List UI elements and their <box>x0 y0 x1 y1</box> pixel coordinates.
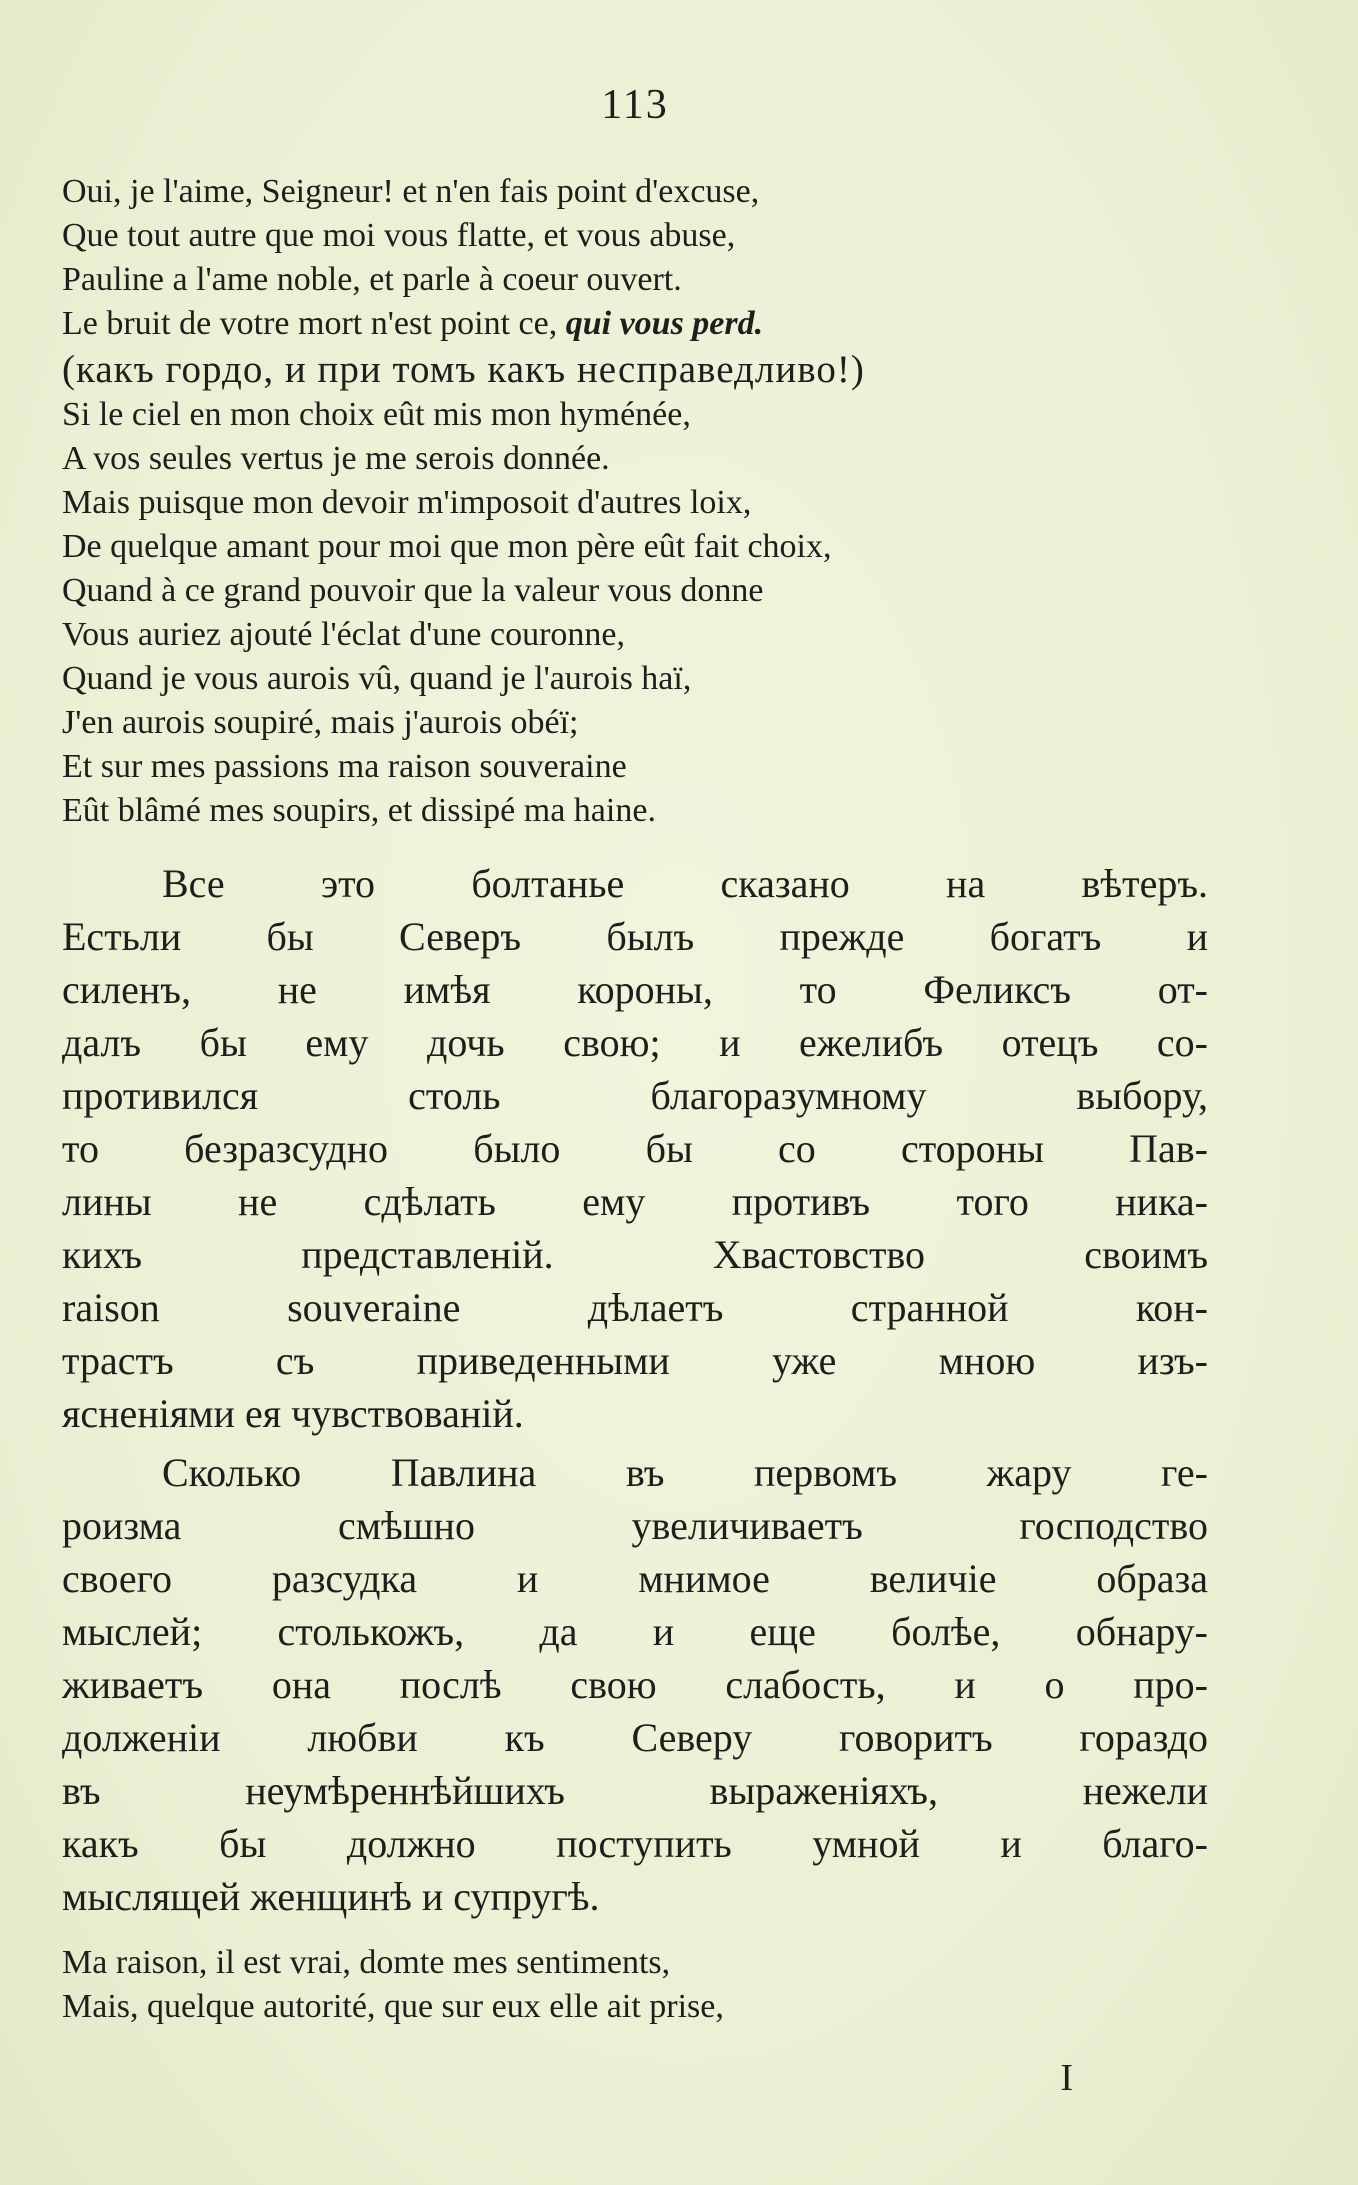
text-line: лины не сдѣлать ему противъ того ника- <box>62 1179 1208 1224</box>
verse-line: Ma raison, il est vrai, domte mes sentiments, <box>62 1944 671 1981</box>
text-line: далъ бы ему дочь свою; и ежелибъ отецъ со- <box>62 1020 1208 1065</box>
text-line: кихъ представленій. Хвастовство своимъ <box>62 1232 1208 1277</box>
verse-line-text: Le bruit de votre mort n'est point ce, <box>62 305 558 342</box>
paragraph-2 <box>62 1446 1208 1923</box>
verse-line: Mais puisque mon devoir m'imposoit d'autres loix, <box>62 484 752 521</box>
text-line: какъ бы должно поступить умной и благо- <box>62 1821 1208 1866</box>
text-line: своего разсудка и мнимое величіе образа <box>62 1556 1208 1601</box>
text-line: мыслей; столькожъ, да и еще болѣе, обнару- <box>62 1609 1208 1654</box>
verse-line: Et sur mes passions ma raison souveraine <box>62 748 627 785</box>
verse-line: De quelque amant pour moi que mon père eût fait choix, <box>62 528 832 565</box>
verse-line: A vos seules vertus je me serois donnée. <box>62 440 610 477</box>
text-line: живаетъ она послѣ свою слабость, и о про- <box>62 1662 1208 1707</box>
catchword: I <box>1060 2057 1073 2099</box>
text-line: Сколько Павлина въ первомъ жару ге- <box>162 1450 1208 1495</box>
text-line: силенъ, не имѣя короны, то Феликсъ от- <box>62 967 1208 1012</box>
verse-line: Que tout autre que moi vous flatte, et vous abuse, <box>62 217 736 254</box>
text-line: трастъ съ приведенными уже мною изъ- <box>62 1338 1208 1383</box>
verse-line: Mais, quelque autorité, que sur eux elle ait prise, <box>62 1988 724 2025</box>
french-verse-quote-2 <box>62 1941 1208 2029</box>
text-line: въ неумѣреннѣйшихъ выраженіяхъ, нежели <box>62 1768 1208 1813</box>
verse-line: Oui, je l'aime, Seigneur! et n'en fais point d'excuse, <box>62 173 760 210</box>
french-verse-quote <box>62 170 1208 833</box>
verse-line: Si le ciel en mon choix eût mis mon hyménée, <box>62 396 691 433</box>
paragraph-1 <box>62 857 1208 1440</box>
page-number: 113 <box>601 82 669 128</box>
verse-line: Pauline a l'ame noble, et parle à coeur ouvert. <box>62 261 682 298</box>
verse-emphasis: qui vous perd. <box>565 305 764 342</box>
verse-line: Quand à ce grand pouvoir que la valeur vous donne <box>62 572 764 609</box>
text-line: ясненіями ея чувствованій. <box>62 1391 524 1436</box>
verse-line: J'en aurois soupiré, mais j'aurois obéï; <box>62 704 579 741</box>
verse-line: Vous auriez ajouté l'éclat d'une couronne, <box>62 616 625 653</box>
text-line: Естьли бы Северъ былъ прежде богатъ и <box>62 914 1208 959</box>
verse-line: Quand je vous aurois vû, quand je l'aurois haï, <box>62 660 692 697</box>
text-line: то безразсудно было бы со стороны Пав- <box>62 1126 1208 1171</box>
verse-line: Eût blâmé mes soupirs, et dissipé ma haine. <box>62 792 656 829</box>
russian-aside: (какъ гордо, и при томъ какъ несправедливо!) <box>62 348 865 391</box>
commentary <box>62 857 1208 1923</box>
verse-line <box>62 302 1208 346</box>
text-line: противился столь благоразумному выбору, <box>62 1073 1208 1118</box>
text-line: raison souveraine дѣлаетъ странной кон- <box>62 1285 1208 1330</box>
text-line: долженіи любви къ Северу говоритъ гораздо <box>62 1715 1208 1760</box>
text-line: Все это болтанье сказано на вѣтеръ. <box>162 861 1208 906</box>
text-line: мыслящей женщинѣ и супругѣ. <box>62 1874 600 1919</box>
text-line: роизма смѣшно увеличиваетъ господство <box>62 1503 1208 1548</box>
